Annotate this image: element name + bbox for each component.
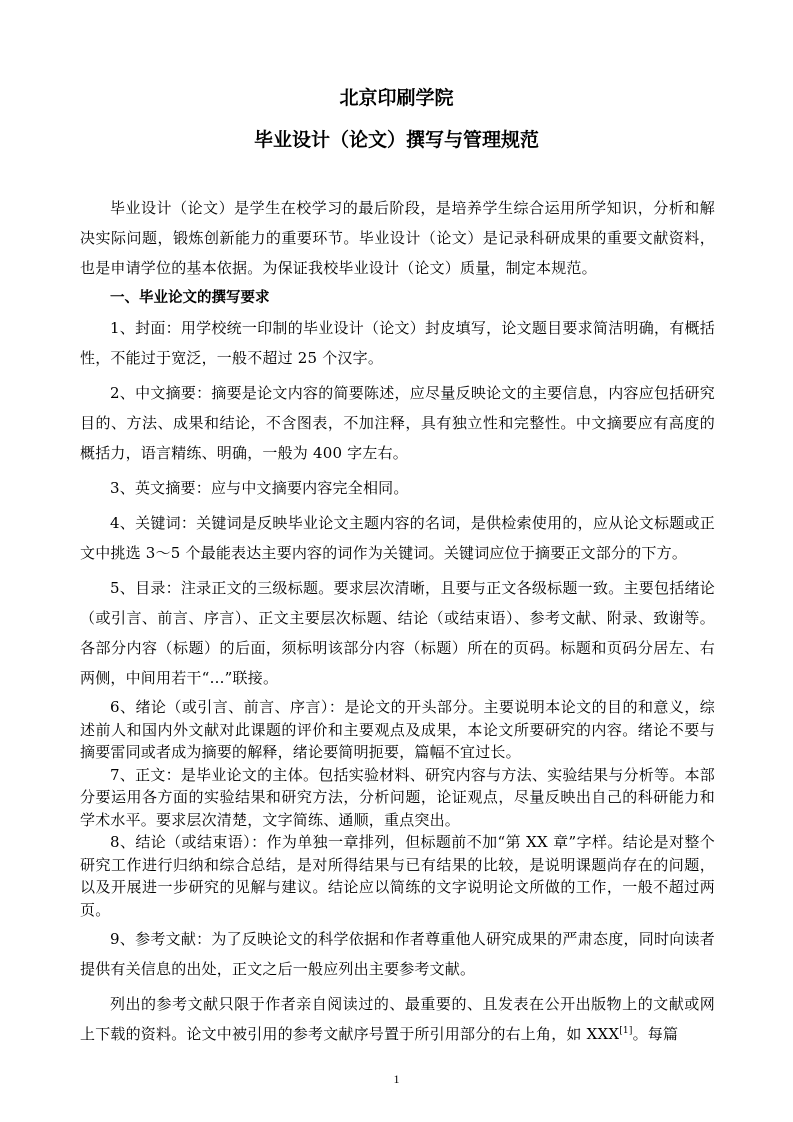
item-english-abstract: 3、英文摘要：应与中文摘要内容完全相同。 bbox=[110, 479, 409, 497]
item-chinese-abstract: 2、中文摘要：摘要是论文内容的简要陈述，应尽量反映论文的主要信息，内容应包括研究目的、方法、成果和结论，不含图表，不加注释，具有独立性和完整性。中文摘要应有高度的概括力，语言精练、明确，一般为 400 字左右。 bbox=[80, 384, 715, 462]
references-paragraph-tail: 。每篇 bbox=[632, 1025, 679, 1043]
document-body bbox=[80, 193, 715, 1049]
references-paragraph-text: 列出的参考文献只限于作者亲自阅读过的、最重要的、且发表在公开出版物上的文献或网上下载的资料。论文中被引用的参考文献序号置于所引用部分的右上角，如 XXX bbox=[80, 995, 715, 1043]
item-main-text: 7、正文：是毕业论文的主体。包括实验材料、研究内容与方法、实验结果与分析等。本部分要运用各方面的实验结果和研究方法，分析问题，论证观点，尽量反映出自己的科研能力和学术水平。要求层次清楚，文字简练、通顺，重点突出。 bbox=[80, 765, 715, 829]
intro-paragraph: 毕业设计（论文）是学生在校学习的最后阶段，是培养学生综合运用所学知识，分析和解决实际问题，锻炼创新能力的重要环节。毕业设计（论文）是记录科研成果的重要文献资料，也是申请学位的基本依据。为保证我校毕业设计（论文）质量，制定本规范。 bbox=[80, 199, 715, 277]
item-cover: 1、封面：用学校统一印制的毕业设计（论文）封皮填写，论文题目要求简洁明确，有概括性，不能过于宽泛，一般不超过 25 个汉字。 bbox=[80, 319, 715, 367]
document-title-institution: 北京印刷学院 bbox=[339, 87, 454, 109]
page-number: 1 bbox=[393, 1072, 400, 1086]
item-keywords: 4、关键词：关键词是反映毕业论文主题内容的名词，是供检索使用的，应从论文标题或正文中挑选 3～5 个最能表达主要内容的词作为关键词。关键词应位于摘要正文部分的下方。 bbox=[80, 514, 715, 562]
item-references: 9、参考文献：为了反映论文的科学依据和作者尊重他人研究成果的严肃态度，同时向读者提供有关信息的出处，正文之后一般应列出主要参考文献。 bbox=[80, 930, 715, 978]
citation-superscript: [1] bbox=[619, 1026, 633, 1036]
item-table-of-contents: 5、目录：注录正文的三级标题。要求层次清晰，且要与正文各级标题一致。主要包括绪论（或引言、前言、序言）、正文主要层次标题、结论（或结束语）、参考文献、附录、致谢等。各部分内容（标题）的后面，须标明该部分内容（标题）所在的页码。标题和页码分居左、右两侧，中间用若干“…”联接。 bbox=[80, 579, 715, 687]
item-introduction: 6、绪论（或引言、前言、序言）：是论文的开头部分。主要说明本论文的目的和意义，综述前人和国内外文献对此课题的评价和主要观点及成果，本论文所要研究的内容。绪论不要与摘要雷同或者成为摘要的解释，绪论要简明扼要，篇幅不宜过长。 bbox=[80, 698, 715, 761]
references-paragraph bbox=[80, 989, 715, 1049]
item-conclusion: 8、结论（或结束语）：作为单独一章排列，但标题前不加“第 XX 章”字样。结论是对整个研究工作进行归纳和综合总结，是对所得结果与已有结果的比较，是说明课题尚存在的问题，以及开展进一步研究的见解与建议。结论应以简练的文字说明论文所做的工作，一般不超过两页。 bbox=[80, 833, 715, 919]
document-title: 毕业设计（论文）撰写与管理规范 bbox=[253, 129, 539, 151]
section-heading-writing-requirements: 一、毕业论文的撰写要求 bbox=[110, 290, 270, 306]
